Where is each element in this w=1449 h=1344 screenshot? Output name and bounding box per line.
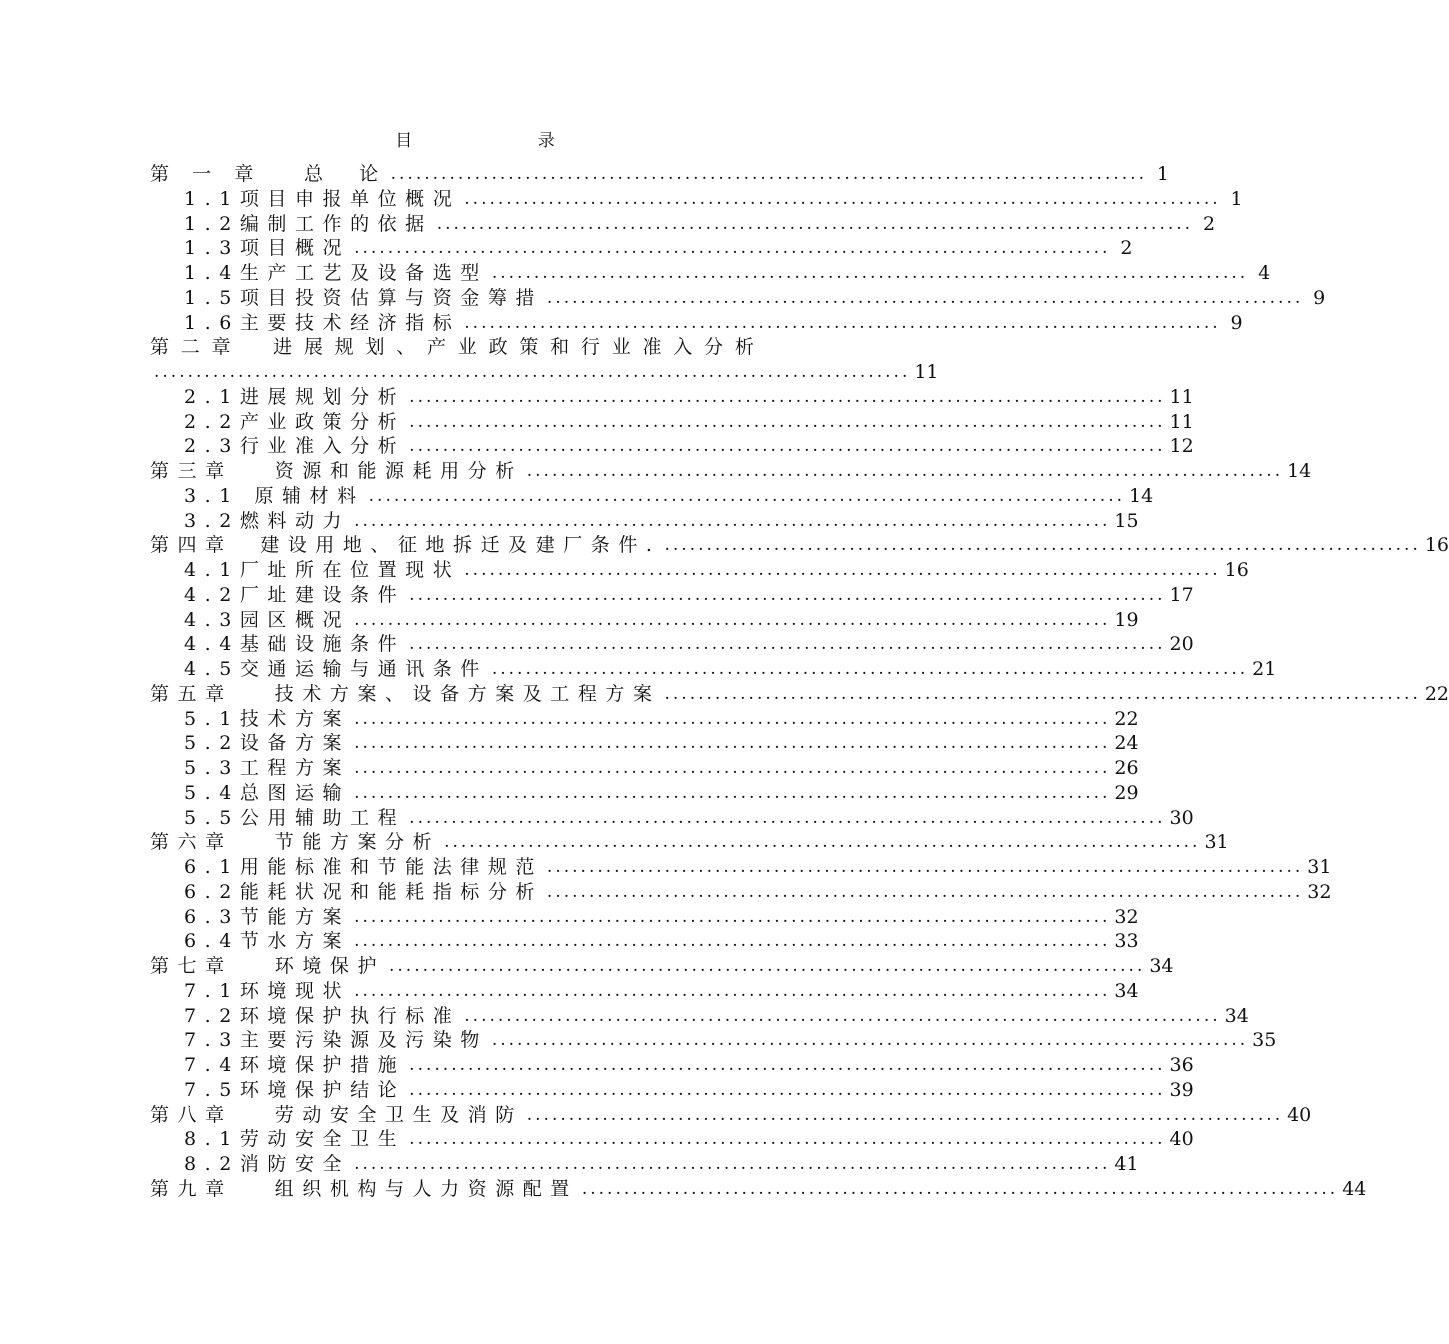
- toc-page-number: 2: [1120, 237, 1133, 260]
- toc-page-number: 9: [1230, 311, 1243, 334]
- toc-entry-label: 第五章 技术方案、设备方案及工程方案: [150, 682, 661, 705]
- dot-leader: ..........................................................................................: [436, 213, 1194, 234]
- toc-entry-label: 4.2厂址建设条件: [184, 583, 406, 606]
- toc-entry-label: 5.5公用辅助工程: [184, 806, 406, 829]
- toc-entry-label: 8.2消防安全: [184, 1153, 351, 1175]
- toc-entry[interactable]: [150, 533, 1449, 558]
- toc-page-number: 24: [1114, 732, 1139, 755]
- toc-entry[interactable]: [150, 880, 1332, 905]
- toc-page-number: 39: [1169, 1078, 1194, 1101]
- dot-leader: ..........................................................................................: [464, 1005, 1221, 1026]
- toc-entry-label: 6.3节能方案: [184, 905, 351, 928]
- toc-entry[interactable]: [150, 979, 1139, 1004]
- toc-entry[interactable]: [150, 1004, 1249, 1029]
- toc-entry-label: 5.1技术方案: [184, 707, 351, 730]
- toc-entry[interactable]: [150, 657, 1277, 682]
- toc-entry[interactable]: [150, 212, 1216, 237]
- toc-entry-label: 7.2环境保护执行标准: [184, 1004, 461, 1027]
- toc-page-number: 1: [1156, 163, 1169, 185]
- dot-leader: ..........................................................................................: [354, 782, 1111, 803]
- dot-leader: ..........................................................................................: [354, 906, 1111, 927]
- dot-leader: ..........................................................................................: [354, 1154, 1111, 1174]
- toc-entry-label: 4.1厂址所在位置现状: [184, 559, 461, 581]
- toc-entry[interactable]: [150, 1028, 1277, 1053]
- dot-leader: ..........................................................................................: [581, 1178, 1339, 1199]
- toc-page-number: 40: [1287, 1103, 1312, 1126]
- toc-entry-label: 第六章 节能方案分析: [150, 831, 441, 854]
- dot-leader: ..........................................................................................: [526, 1104, 1284, 1125]
- toc-entry[interactable]: [150, 459, 1312, 484]
- toc-page-number: 16: [1224, 559, 1249, 581]
- toc-entry-label: 第八章 劳动安全卫生及消防: [150, 1103, 523, 1126]
- toc-entry-label: 4.5交通运输与通讯条件: [184, 658, 488, 680]
- toc-entry-label: 3.2燃料动力: [184, 509, 351, 532]
- toc-entry[interactable]: [150, 756, 1139, 781]
- toc-entry[interactable]: [150, 1177, 1367, 1202]
- toc-entry-label: 3.1 原辅材料: [184, 484, 365, 507]
- dot-leader: ..........................................................................................: [546, 287, 1304, 308]
- toc-entry[interactable]: [150, 335, 792, 360]
- dot-leader: ..........................................................................................: [390, 164, 1147, 184]
- toc-entry[interactable]: [150, 830, 1229, 855]
- dot-leader: ..........................................................................................: [464, 312, 1221, 333]
- toc-entry-label: 7.4环境保护措施: [184, 1054, 406, 1076]
- toc-page-number: 29: [1114, 781, 1139, 804]
- dot-leader: ..........................................................................................: [464, 560, 1221, 580]
- toc-page-number: 11: [914, 361, 939, 383]
- toc-entry-label: 6.4节水方案: [184, 930, 351, 953]
- toc-entry-label: 第四章 建设用地、征地拆迁及建厂条件.: [150, 534, 661, 557]
- dot-leader: ..........................................................................................: [409, 807, 1166, 828]
- toc-entry[interactable]: [150, 484, 1154, 509]
- toc-entry-label: 5.3工程方案: [184, 757, 351, 779]
- toc-entry[interactable]: [150, 410, 1194, 435]
- toc-entry-label: 8.1劳动安全卫生: [184, 1128, 406, 1151]
- toc-entry[interactable]: [150, 1127, 1194, 1152]
- dot-leader: ..........................................................................................: [354, 238, 1111, 259]
- toc-page-number: 41: [1114, 1153, 1139, 1175]
- toc-page-number: 15: [1114, 509, 1139, 532]
- toc-page-number: 19: [1114, 608, 1139, 631]
- toc-entry[interactable]: [150, 954, 1174, 979]
- toc-page-number: 2: [1202, 212, 1216, 235]
- dot-leader: ..........................................................................................: [526, 461, 1284, 481]
- dot-leader: ..........................................................................................: [354, 758, 1111, 778]
- toc-page-number: 35: [1252, 1029, 1277, 1052]
- dot-leader: ..........................................................................................: [368, 485, 1125, 506]
- toc-page-number: 31: [1307, 856, 1332, 878]
- dot-leader: ..........................................................................................: [409, 411, 1166, 432]
- toc-entry-label: 2.1进展规划分析: [184, 385, 406, 408]
- toc-entry-label: 6.1用能标准和节能法律规范: [184, 856, 543, 878]
- toc-entry[interactable]: [150, 1078, 1194, 1103]
- toc-entry-label: 1.3项目概况: [184, 237, 351, 260]
- toc-page-number: 16: [1424, 534, 1449, 557]
- toc-entry[interactable]: [150, 311, 1243, 336]
- toc-page-number: 22: [1424, 682, 1449, 705]
- toc-entry-label: 第九章 组织机构与人力资源配置: [150, 1177, 578, 1200]
- toc-entry[interactable]: [150, 806, 1194, 831]
- toc-entry[interactable]: [150, 731, 1139, 756]
- toc-page-number: 17: [1169, 583, 1194, 606]
- toc-page-number: 44: [1342, 1177, 1367, 1200]
- toc-entry[interactable]: [150, 632, 1194, 657]
- dot-leader: ..........................................................................................: [464, 188, 1221, 209]
- toc-page-number: 33: [1114, 930, 1139, 953]
- toc-entry[interactable]: [150, 187, 1243, 212]
- toc-page-number: 11: [1169, 385, 1194, 408]
- toc-page-number: 32: [1307, 880, 1332, 903]
- toc-page-number: 31: [1204, 831, 1229, 854]
- toc-page-number: 21: [1252, 658, 1277, 680]
- toc-entry[interactable]: [150, 1053, 1194, 1078]
- toc-page-number: 9: [1313, 286, 1326, 309]
- toc-entry[interactable]: [150, 608, 1139, 633]
- toc-entry-label: 7.5环境保护结论: [184, 1078, 406, 1101]
- toc-entry[interactable]: [150, 781, 1139, 806]
- toc-page-number: 34: [1149, 955, 1174, 977]
- toc-entry[interactable]: [150, 1152, 1139, 1177]
- toc-entry[interactable]: [150, 509, 1139, 534]
- dot-leader: ..........................................................................................: [154, 362, 911, 382]
- dot-leader: ..........................................................................................: [664, 535, 1421, 556]
- toc-entry[interactable]: [150, 261, 1271, 286]
- dot-leader: ..........................................................................................: [491, 1030, 1249, 1051]
- toc-entry[interactable]: [150, 360, 939, 385]
- toc-entry-label: 4.4基础设施条件: [184, 633, 406, 656]
- toc-page-number: 34: [1114, 979, 1139, 1002]
- dot-leader: ..........................................................................................: [444, 832, 1201, 853]
- dot-leader: ..........................................................................................: [491, 659, 1249, 679]
- toc-entry-label: 第二章 进展规划、产业政策和行业准入分析: [150, 336, 766, 359]
- dot-leader: ..........................................................................................: [409, 436, 1166, 457]
- toc-page-number: 14: [1129, 484, 1154, 507]
- toc-page-number: 34: [1224, 1004, 1249, 1027]
- toc-entry[interactable]: [150, 385, 1194, 410]
- toc-entry[interactable]: [150, 929, 1139, 954]
- toc-entry-label: 1.4生产工艺及设备选型: [184, 262, 488, 284]
- toc-entry-label: 2.2产业政策分析: [184, 410, 406, 433]
- dot-leader: ..........................................................................................: [409, 634, 1166, 655]
- toc-entry[interactable]: [150, 855, 1332, 880]
- toc-entry-label: 5.4总图运输: [184, 781, 351, 804]
- toc-page-number: 22: [1114, 707, 1139, 730]
- toc-entry-label: 1.1项目申报单位概况: [184, 187, 461, 210]
- dot-leader: ..........................................................................................: [354, 733, 1111, 754]
- toc-entry-label: 6.2能耗状况和能耗指标分析: [184, 880, 543, 903]
- toc-entry-label: 第 一 章 总 论: [150, 163, 387, 185]
- toc-page-number: 40: [1169, 1128, 1194, 1151]
- toc-entry-label: 1.5项目投资估算与资金筹措: [184, 286, 543, 309]
- dot-leader: ..........................................................................................: [389, 956, 1146, 976]
- toc-entry-label: 7.1环境现状: [184, 979, 351, 1002]
- dot-leader: ..........................................................................................: [354, 980, 1111, 1001]
- toc-entry-label: 5.2设备方案: [184, 732, 351, 755]
- toc-page-number: 14: [1287, 460, 1312, 482]
- dot-leader: ..........................................................................................: [546, 857, 1304, 877]
- toc-page-number: 4: [1258, 262, 1271, 284]
- toc-entry-label: 1.2编制工作的依据: [184, 212, 433, 235]
- dot-leader: ..........................................................................................: [354, 609, 1111, 630]
- toc-entry[interactable]: [150, 905, 1139, 930]
- dot-leader: ..........................................................................................: [664, 683, 1421, 704]
- dot-leader: ..........................................................................................: [546, 881, 1304, 902]
- table-of-contents: [150, 162, 1449, 1202]
- toc-page-number: 20: [1169, 633, 1194, 656]
- page-title: 目 录: [395, 131, 615, 151]
- dot-leader: ..........................................................................................: [354, 708, 1111, 729]
- toc-entry[interactable]: [150, 682, 1449, 707]
- toc-entry-label: 第三章 资源和能源耗用分析: [150, 460, 523, 482]
- toc-entry-label: 7.3主要污染源及污染物: [184, 1029, 488, 1052]
- toc-entry[interactable]: [150, 434, 1194, 459]
- toc-page-number: 1: [1230, 187, 1243, 210]
- toc-entry[interactable]: [150, 583, 1194, 608]
- dot-leader: ..........................................................................................: [491, 263, 1249, 283]
- toc-entry[interactable]: [150, 286, 1326, 311]
- toc-entry[interactable]: [150, 558, 1249, 583]
- toc-page-number: 12: [1169, 435, 1194, 458]
- toc-page-number: 30: [1169, 806, 1194, 829]
- toc-entry[interactable]: [150, 1103, 1312, 1128]
- toc-entry[interactable]: [150, 236, 1133, 261]
- dot-leader: ..........................................................................................: [409, 1055, 1166, 1075]
- toc-entry[interactable]: [150, 162, 1169, 187]
- dot-leader: ..........................................................................................: [409, 1129, 1166, 1150]
- toc-entry-label: 2.3行业准入分析: [184, 435, 406, 458]
- toc-page-number: 32: [1114, 905, 1139, 928]
- toc-entry[interactable]: [150, 707, 1139, 732]
- toc-entry-label: 1.6主要技术经济指标: [184, 311, 461, 334]
- dot-leader: ..........................................................................................: [354, 931, 1111, 952]
- toc-page-number: 11: [1169, 410, 1194, 433]
- toc-entry-label: 4.3园区概况: [184, 608, 351, 631]
- dot-leader: ..........................................................................................: [409, 1079, 1166, 1100]
- dot-leader: ..........................................................................................: [354, 510, 1111, 531]
- dot-leader: ..........................................................................................: [409, 386, 1166, 407]
- toc-page-number: 36: [1169, 1054, 1194, 1076]
- dot-leader: ..........................................................................................: [409, 584, 1166, 605]
- toc-page-number: 26: [1114, 757, 1139, 779]
- toc-entry-label: 第七章 环境保护: [150, 955, 385, 977]
